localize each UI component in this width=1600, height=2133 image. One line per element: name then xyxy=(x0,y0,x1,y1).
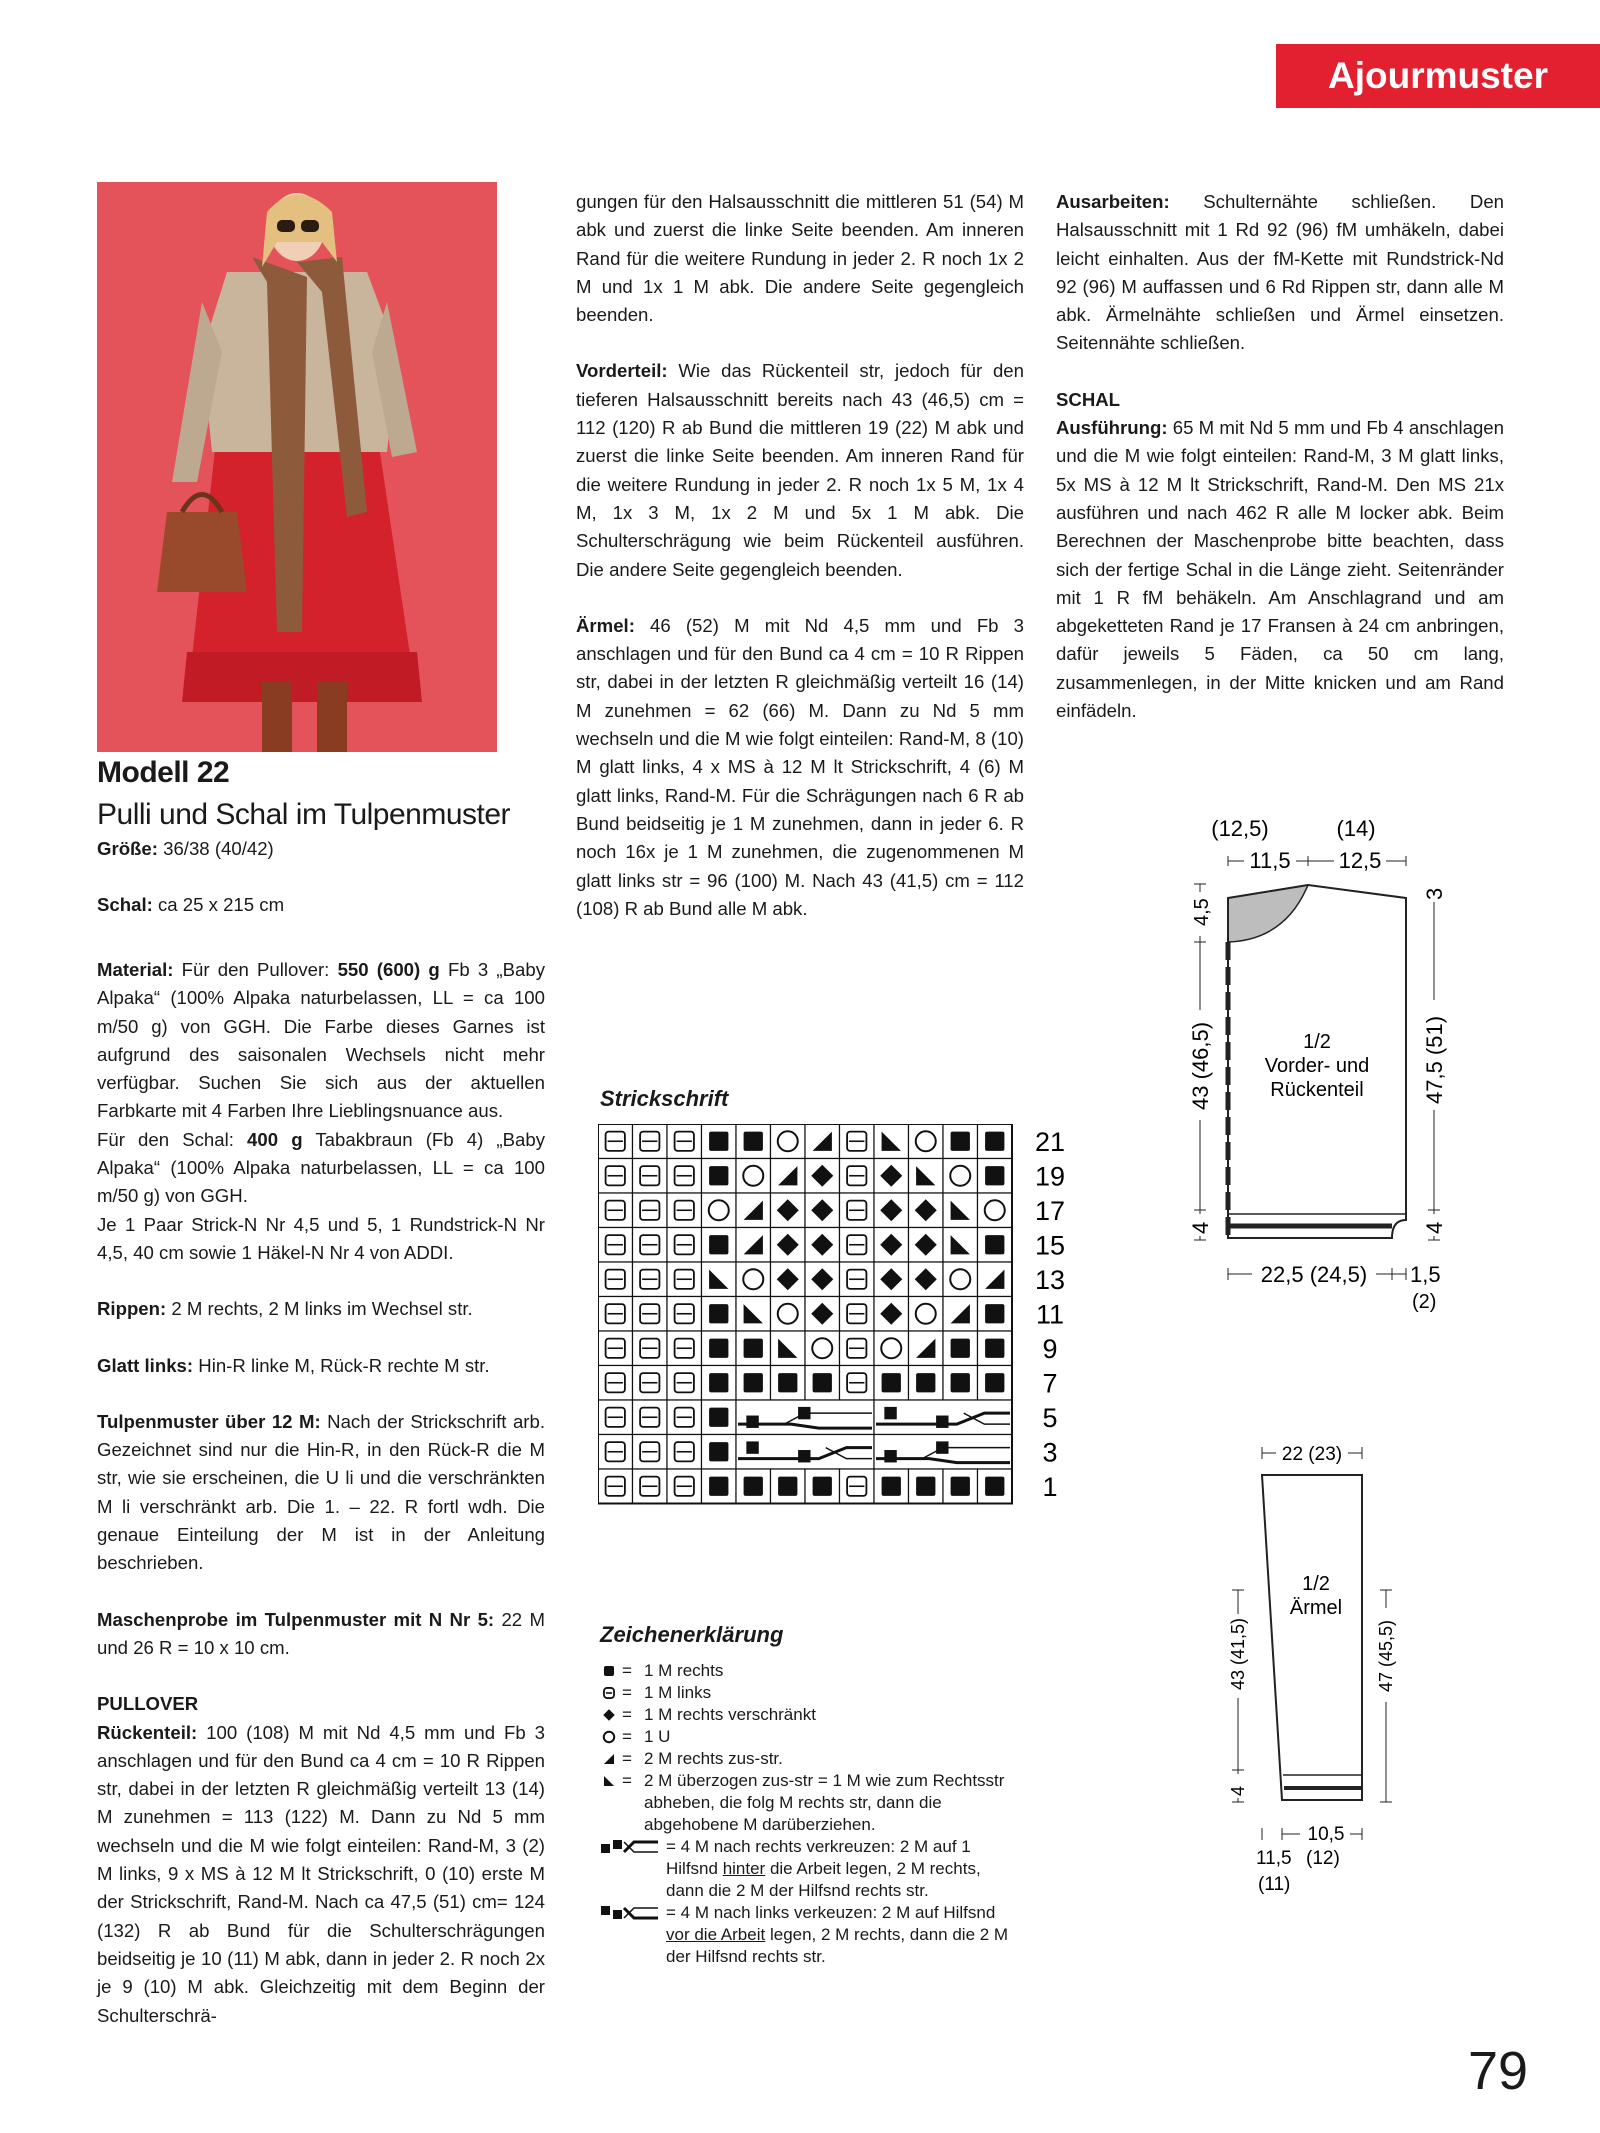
legend-item xyxy=(600,1660,1020,1682)
chart-cell xyxy=(667,1366,702,1401)
finish-text: Schulternähte schließen. Den Halsausschnitt mit 1 Rd 92 (96) fM umhäkeln, dabei leicht einhalten. Aus der fM-Kette mit Rundstrick-Nd 92 (96) M auffassen und 6 Rd Rippen str, dann alle M abk. Ärmelnähte schließen und Ärmel einsetzen. Seitennähte schließen. xyxy=(1056,191,1504,354)
sleeve-bottom-a: 11,5 xyxy=(1256,1848,1292,1869)
legend-item xyxy=(600,1682,1020,1704)
chart-cell xyxy=(736,1331,771,1366)
chart-cell xyxy=(805,1124,840,1159)
legend-equals: = xyxy=(622,1749,632,1768)
chart-cell xyxy=(633,1297,668,1332)
chart-row xyxy=(598,1297,1012,1332)
chart-cell xyxy=(943,1331,978,1366)
chart-cell xyxy=(978,1262,1013,1297)
scarf-heading xyxy=(1056,386,1504,414)
chart-cell xyxy=(874,1159,909,1194)
chart-cell xyxy=(702,1400,737,1435)
chart-cell xyxy=(805,1228,840,1263)
chart-cell xyxy=(840,1262,875,1297)
sleeve-paragraph xyxy=(576,612,1024,923)
chart-cell xyxy=(702,1469,737,1504)
chart-cell xyxy=(736,1228,771,1263)
pullover-head: PULLOVER xyxy=(97,1693,199,1715)
chart-row xyxy=(598,1159,1012,1194)
chart-cell xyxy=(633,1193,668,1228)
chart-cell xyxy=(874,1297,909,1332)
scarf-value: ca 25 x 215 cm xyxy=(152,894,285,915)
chart-cell xyxy=(840,1366,875,1401)
legend-item xyxy=(600,1726,1020,1748)
chart-row-number: 5 xyxy=(1042,1402,1058,1433)
legend-symbol-icon xyxy=(600,1660,622,1682)
chart-row-number: 11 xyxy=(1035,1299,1065,1330)
body-left-height: 43 (46,5) xyxy=(1188,1021,1213,1110)
legend-symbol-icon xyxy=(600,1726,622,1748)
chart-cell xyxy=(909,1331,944,1366)
tulip-label: Tulpenmuster über 12 M: xyxy=(97,1410,321,1432)
chart-cell xyxy=(771,1228,806,1263)
sleeve-left-rib: 4 xyxy=(1228,1785,1248,1796)
chart-cell xyxy=(943,1228,978,1263)
chart-row-number: 17 xyxy=(1034,1195,1066,1226)
finish-label: Ausarbeiten: xyxy=(1056,191,1170,212)
chart-cell xyxy=(874,1331,909,1366)
chart-cell xyxy=(771,1469,806,1504)
chart-cell xyxy=(909,1469,944,1504)
chart-cell xyxy=(702,1262,737,1297)
sleeve-bottom-c: (11) xyxy=(1258,1874,1291,1895)
sleeve-label-2: Ärmel xyxy=(1289,1597,1343,1619)
chart-cell xyxy=(771,1159,806,1194)
cable-left-cell xyxy=(874,1400,1012,1435)
legend-symbol-icon xyxy=(600,1748,622,1770)
chart-cell xyxy=(771,1297,806,1332)
rib-paragraph xyxy=(97,1295,545,1323)
chart-cell xyxy=(667,1435,702,1470)
chart-row xyxy=(598,1124,1012,1159)
body-label-3: Rückenteil xyxy=(1270,1079,1364,1101)
chart-cell xyxy=(840,1228,875,1263)
size-line xyxy=(97,838,274,860)
chart-cell xyxy=(633,1228,668,1263)
back-paragraph xyxy=(97,1719,545,2030)
chart-cell xyxy=(874,1469,909,1504)
chart-row xyxy=(598,1262,1012,1297)
scarf-material-text-2: Tabakbraun (Fb 4) „Baby Alpaka“ (100% Alpaka naturbelassen, LL = ca 100 m/50 g) von GGH. xyxy=(97,1128,546,1207)
body-bottom: 22,5 (24,5) xyxy=(1260,1262,1368,1287)
symbol-legend xyxy=(600,1660,1020,1968)
chart-cell xyxy=(702,1297,737,1332)
body-schematic-drawing xyxy=(1160,800,1460,1360)
needles-paragraph: Je 1 Paar Strick-N Nr 4,5 und 5, 1 Rundstrick-N Nr 4,5, 40 cm sowie 1 Häkel-N Nr 4 von ADDI. xyxy=(97,1213,545,1263)
chart-cell xyxy=(702,1193,737,1228)
chart-cell xyxy=(667,1262,702,1297)
legend-text: 2 M überzogen zus-str = 1 M wie zum Rechtsstr abheben, die folg M rechts str, dann die abgehobene M darüberziehen. xyxy=(644,1771,1005,1834)
chart-cell xyxy=(702,1331,737,1366)
column-2 xyxy=(576,188,1024,951)
tulip-text: Nach der Strickschrift arb. Gezeichnet sind nur die Hin-R, in den Rück-R die M str, wie sie erscheinen, die U li und die verschränkten M li verschränkt arb. Die 1. – 22. R fortl wdh. Die genaue Einteilung der M ist in der Anleitung beschrieben. xyxy=(97,1410,545,1574)
chart-cell xyxy=(909,1193,944,1228)
legend-cable-right xyxy=(600,1836,1020,1902)
chart-cell xyxy=(943,1193,978,1228)
size-value: 36/38 (40/42) xyxy=(157,838,274,859)
sleeve-right: 47 (45,5) xyxy=(1376,1619,1396,1692)
chart-row xyxy=(598,1435,1012,1470)
chart-cell xyxy=(736,1366,771,1401)
chart-cell xyxy=(667,1124,702,1159)
chart-cell xyxy=(633,1435,668,1470)
stockinette-text: Hin-R linke M, Rück-R rechte M str. xyxy=(193,1354,490,1376)
finish-paragraph xyxy=(1056,188,1504,358)
body-right-height: 47,5 (51) xyxy=(1422,1015,1447,1104)
legend-item xyxy=(600,1770,1020,1836)
chart-cell xyxy=(874,1124,909,1159)
cable-right-text: = 4 M nach rechts verkreuzen: 2 M auf 1 Hilfsnd hinter die Arbeit legen, 2 M rechts, dann die 2 M der Hilfsnd rechts str. xyxy=(666,1837,981,1900)
chart-cell xyxy=(805,1469,840,1504)
sleeve-left: 43 (41,5) xyxy=(1228,1617,1248,1690)
gauge-paragraph xyxy=(97,1606,545,1663)
legend-equals: = xyxy=(622,1727,632,1746)
size-label: Größe: xyxy=(97,838,158,859)
section-banner: Ajourmuster xyxy=(1276,44,1600,108)
legend-item xyxy=(600,1748,1020,1770)
chart-cell xyxy=(598,1331,633,1366)
chart-cell xyxy=(667,1400,702,1435)
sleeve-schematic xyxy=(1200,1430,1400,1915)
chart-cell xyxy=(598,1400,633,1435)
sleeve-text: 46 (52) M mit Nd 4,5 mm und Fb 3 anschlagen und für den Bund ca 4 cm = 10 R Rippen str, dabei in der letzten R gleichmäßig verteilt 16 (14) M zunehmen = 62 (66) M. Dann zu Nd 5 mm wechseln und die M wie folgt einteilen: Rand-M, 8 (10) M glatt links, 4 x MS à 12 M lt Strickschrift, 4 (6) M glatt links, Rand-M. Für die Schrägungen nach 6 R ab Bund beidseitig je 1 M zunehmen, dann in jeder 6. R noch 16x je 1 M zunehmen, die zugenommenen M glatt links str = 96 (100) M. Nach 43 (41,5) cm = 112 (108) R ab Bund alle M abk. xyxy=(576,614,1024,919)
rib-label: Rippen: xyxy=(97,1298,167,1320)
chart-cell xyxy=(633,1124,668,1159)
chart-cell xyxy=(598,1366,633,1401)
chart-cell xyxy=(736,1469,771,1504)
chart-cell xyxy=(598,1435,633,1470)
chart-cell xyxy=(598,1297,633,1332)
cable-right-icon xyxy=(600,1836,666,1858)
sleeve-top: 22 (23) xyxy=(1281,1444,1343,1465)
chart-cell xyxy=(840,1193,875,1228)
chart-cell xyxy=(633,1366,668,1401)
body-top-d: 12,5 xyxy=(1338,848,1382,873)
scarf-label: Schal: xyxy=(97,894,153,915)
chart-cell xyxy=(633,1262,668,1297)
legend-symbol-icon xyxy=(600,1770,622,1792)
material-text-2: Fb 3 „Baby Alpaka“ (100% Alpaka naturbelassen, LL = ca 100 m/50 g) von GGH. Die Farbe dieses Garnes ist aufgrund des saisonalen Wechsels nicht mehr verfügbar. Suchen Sie sich aus der aktuellen Farbkarte mit 4 Farben Ihre Lieblingsnuance aus. xyxy=(97,959,545,1122)
material-amount: 550 (600) g xyxy=(337,959,440,980)
chart-row xyxy=(598,1400,1012,1435)
chart-cell xyxy=(736,1193,771,1228)
chart-row-number: 7 xyxy=(1042,1368,1058,1399)
front-text: Wie das Rückenteil str, jedoch für den tieferen Halsausschnitt bereits nach 43 (46,5) cm = 112 (120) R ab Bund die mittleren 19 (22) M abk und zuerst die linke Seite beenden. Am inneren Rand für die weitere Rundung in jeder 2. R noch 1x 5 M, 1x 4 M, 1x 3 M, 1x 2 M und 5x 1 M abk. Die Schulterschrägung wie beim Rückenteil ausführen. Die andere Seite gegengleich beenden. xyxy=(576,360,1024,580)
chart-cell xyxy=(805,1297,840,1332)
body-top-a: (12,5) xyxy=(1211,816,1269,841)
chart-cell xyxy=(978,1469,1013,1504)
scarf-material-amount: 400 g xyxy=(247,1128,303,1150)
chart-cell xyxy=(702,1159,737,1194)
gauge-text: 22 M und 26 R = 10 x 10 cm. xyxy=(97,1608,545,1658)
legend-text: 1 U xyxy=(644,1727,671,1746)
knitting-chart xyxy=(598,1124,1118,1524)
legend-text: 1 M rechts verschränkt xyxy=(644,1705,816,1724)
chart-cell xyxy=(840,1159,875,1194)
body-bottom-right-2: (2) xyxy=(1412,1291,1437,1313)
chart-cell xyxy=(667,1159,702,1194)
back-text: 100 (108) M mit Nd 4,5 mm und Fb 3 anschlagen und für den Bund ca 4 cm = 10 R Rippen str, dabei in der letzten R gleichmäßig verteilt 13 (14) M zunehmen = 113 (122) M. Dann zu Nd 5 mm wechseln und die M wie folgt einteilen: Rand-M, 3 (2) M links, 9 x MS à 12 M lt Strickschrift, 0 (10) erste M der Strickschrift, Rand-M. Nach ca 47,5 (51) cm= 124 (132) R ab Bund für die Schulterschrägungen beidseitig je 10 (11) M abk, dann in jeder 2. R noch 2x je 9 (10) M abk. Gleichzeitig mit dem Beginn der Schulterschrä- xyxy=(97,1721,545,2026)
scarf-material-paragraph xyxy=(97,1126,545,1211)
model-illustration xyxy=(97,182,497,752)
chart-row-number: 1 xyxy=(1042,1471,1058,1502)
legend-equals: = xyxy=(622,1771,632,1790)
scarf-size-line xyxy=(97,894,284,916)
chart-cell xyxy=(805,1331,840,1366)
chart-row xyxy=(598,1228,1012,1263)
chart-cell xyxy=(943,1159,978,1194)
body-label-2: Vorder- und xyxy=(1264,1055,1370,1077)
chart-cell xyxy=(702,1435,737,1470)
chart-cell xyxy=(633,1331,668,1366)
chart-row xyxy=(598,1193,1012,1228)
chart-cell xyxy=(874,1366,909,1401)
chart-cell xyxy=(736,1124,771,1159)
chart-cell xyxy=(840,1469,875,1504)
chart-cell xyxy=(978,1193,1013,1228)
chart-cell xyxy=(667,1193,702,1228)
chart-cell xyxy=(978,1366,1013,1401)
material-paragraph xyxy=(97,956,545,1126)
sleeve-label-1: 1/2 xyxy=(1302,1573,1330,1595)
legend-title: Zeichenerklärung xyxy=(600,1622,784,1647)
sleeve-label: Ärmel: xyxy=(576,614,635,636)
chart-cell xyxy=(598,1228,633,1263)
chart-cell xyxy=(943,1262,978,1297)
chart-cell xyxy=(909,1228,944,1263)
chart-cell xyxy=(736,1159,771,1194)
chart-row xyxy=(598,1469,1012,1504)
execution-label: Ausführung: xyxy=(1056,417,1168,439)
cable-left-cell xyxy=(736,1435,874,1470)
chart-cell xyxy=(771,1366,806,1401)
chart-cell xyxy=(805,1366,840,1401)
body-bottom-right: 1,5 xyxy=(1410,1262,1441,1287)
body-left-rib: 4 xyxy=(1188,1221,1213,1234)
legend-item xyxy=(600,1704,1020,1726)
chart-row-number: 13 xyxy=(1034,1264,1066,1295)
chart-cell xyxy=(805,1193,840,1228)
chart-cell xyxy=(978,1124,1013,1159)
model-subtitle: Pulli und Schal im Tulpenmuster xyxy=(97,798,511,831)
chart-row-number: 21 xyxy=(1034,1126,1066,1157)
page-number: 79 xyxy=(1468,2041,1529,2101)
tulip-paragraph xyxy=(97,1408,545,1578)
legend-text: 1 M links xyxy=(644,1683,712,1702)
chart-row-number: 15 xyxy=(1034,1230,1066,1261)
material-text: Für den Pullover: xyxy=(173,959,338,980)
chart-cell xyxy=(667,1331,702,1366)
body-top-b: (14) xyxy=(1336,816,1376,841)
chart-cell xyxy=(702,1228,737,1263)
chart-cell xyxy=(874,1262,909,1297)
chart-cell xyxy=(598,1193,633,1228)
chart-cell xyxy=(943,1366,978,1401)
chart-cell xyxy=(771,1193,806,1228)
legend-cable-left xyxy=(600,1902,1020,1968)
legend-equals: = xyxy=(622,1661,632,1680)
scarf-head: SCHAL xyxy=(1056,388,1121,410)
chart-cell xyxy=(874,1193,909,1228)
chart-row xyxy=(598,1331,1012,1366)
execution-paragraph xyxy=(1056,414,1504,725)
scarf-material-text: Für den Schal: xyxy=(97,1128,248,1150)
stockinette-paragraph xyxy=(97,1352,545,1380)
chart-cell xyxy=(909,1297,944,1332)
chart-cell xyxy=(943,1297,978,1332)
column-1 xyxy=(97,956,545,2058)
body-right-top: 3 xyxy=(1422,887,1447,900)
chart-cell xyxy=(633,1159,668,1194)
gauge-label: Maschenprobe im Tulpenmuster mit N Nr 5: xyxy=(97,1608,495,1630)
chart-cell xyxy=(805,1159,840,1194)
chart-cell xyxy=(978,1331,1013,1366)
chart-cell xyxy=(978,1297,1013,1332)
body-right-rib: 4 xyxy=(1422,1221,1447,1234)
chart-cell xyxy=(598,1469,633,1504)
chart-title: Strickschrift xyxy=(600,1086,729,1111)
chart-cell xyxy=(771,1331,806,1366)
chart-cell xyxy=(667,1469,702,1504)
chart-cell xyxy=(874,1228,909,1263)
sleeve-schematic-drawing xyxy=(1200,1430,1400,1910)
body-left-neck: 4,5 xyxy=(1191,898,1213,926)
chart-cell xyxy=(598,1262,633,1297)
chart-cell xyxy=(633,1469,668,1504)
sleeve-bottom-d: 10,5 xyxy=(1307,1824,1345,1845)
chart-cell xyxy=(633,1400,668,1435)
chart-cell xyxy=(909,1124,944,1159)
chart-cell xyxy=(909,1366,944,1401)
column-3 xyxy=(1056,188,1504,753)
chart-cell xyxy=(598,1124,633,1159)
material-label: Material: xyxy=(97,959,174,980)
chart-cell xyxy=(598,1159,633,1194)
back-label: Rückenteil: xyxy=(97,1721,198,1743)
body-top-c: 11,5 xyxy=(1249,848,1291,873)
cable-left-icon xyxy=(600,1902,666,1924)
stockinette-label: Glatt links: xyxy=(97,1354,194,1376)
chart-cell xyxy=(943,1124,978,1159)
chart-cell xyxy=(702,1366,737,1401)
chart-cell xyxy=(771,1262,806,1297)
front-label: Vorderteil: xyxy=(576,360,668,382)
legend-symbol-icon xyxy=(600,1682,622,1704)
sleeve-bottom-b: (12) xyxy=(1306,1848,1340,1869)
legend-equals: = xyxy=(622,1683,632,1702)
model-photo xyxy=(97,182,497,752)
legend-symbol-icon xyxy=(600,1704,622,1726)
chart-row-number: 9 xyxy=(1042,1333,1058,1364)
chart-cell xyxy=(771,1124,806,1159)
chart-cell xyxy=(978,1228,1013,1263)
chart-cell xyxy=(909,1159,944,1194)
chart-cell xyxy=(978,1159,1013,1194)
legend-text: 2 M rechts zus-str. xyxy=(644,1749,783,1768)
execution-text: 65 M mit Nd 5 mm und Fb 4 anschlagen und die M wie folgt einteilen: Rand-M, 3 M glatt links, 5x MS à 12 M lt Strickschrift, Rand-M. Den MS 21x ausführen und nach 462 R alle M locker abk. Beim Berechnen der Maschenprobe bitte beachten, dass sich der fertige Schal in die Länge zieht. Seitenränder mit 1 R fM behäkeln. Am Anschlagrand und am abgeketteten Rand je 17 Fransen à 24 cm anbringen, dafür jeweils 5 Fäden, ca 50 cm lang, zusammenlegen, in der Mitte knicken und am Rand einfädeln. xyxy=(1056,417,1504,722)
cable-right-cell xyxy=(736,1400,874,1435)
rib-text: 2 M rechts, 2 M links im Wechsel str. xyxy=(166,1298,473,1320)
pullover-heading xyxy=(97,1690,545,1718)
legend-text: 1 M rechts xyxy=(644,1661,724,1680)
cable-left-text: = 4 M nach links verkeuzen: 2 M auf Hilfsnd vor die Arbeit legen, 2 M rechts, dann die 2 M der Hilfsnd rechts str. xyxy=(666,1903,1009,1966)
cable-right-cell xyxy=(874,1435,1012,1470)
chart-row-number: 19 xyxy=(1034,1161,1066,1192)
chart-cell xyxy=(667,1228,702,1263)
body-schematic xyxy=(1160,800,1460,1365)
chart-cell xyxy=(736,1262,771,1297)
chart-cell xyxy=(736,1297,771,1332)
chart-row xyxy=(598,1366,1012,1401)
body-label-1: 1/2 xyxy=(1303,1031,1331,1053)
chart-cell xyxy=(702,1124,737,1159)
legend-equals: = xyxy=(622,1705,632,1724)
neckline-paragraph: gungen für den Halsausschnitt die mittleren 51 (54) M abk und zuerst die linke Seite beenden. Am inneren Rand für die weitere Rundung in jeder 2. R noch 1x 2 M und 1x 1 M abk. Die andere Seite gegengleich beenden. xyxy=(576,191,1024,326)
chart-cell xyxy=(943,1469,978,1504)
front-paragraph xyxy=(576,357,1024,583)
chart-row-number: 3 xyxy=(1042,1437,1058,1468)
chart-cell xyxy=(667,1297,702,1332)
chart-cell xyxy=(909,1262,944,1297)
chart-cell xyxy=(840,1331,875,1366)
chart-cell xyxy=(840,1297,875,1332)
chart-cell xyxy=(805,1262,840,1297)
model-title: Modell 22 xyxy=(97,756,230,789)
chart-cell xyxy=(840,1124,875,1159)
